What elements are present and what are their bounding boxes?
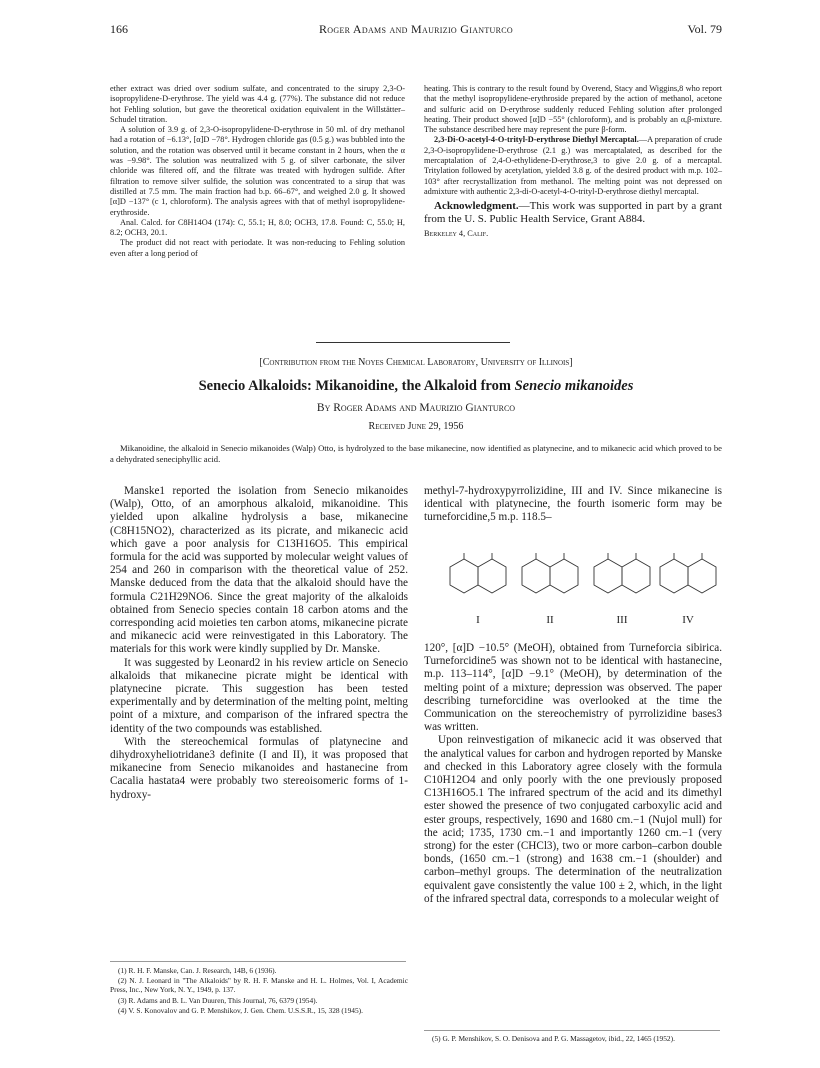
analysis-text: Anal. Calcd. for C8H14O4 (174): C, 55.1; H, 8.0; OCH3, 17.8. Found: C, 55.0; H, 8.2; OCH3, 20.1.	[110, 217, 405, 238]
structure-III	[594, 553, 650, 593]
section-paragraph	[424, 135, 722, 197]
paragraph: The product did not react with periodate. It was non-reducing to Fehling solution even after a long period of	[110, 238, 405, 258]
article-title-italic: Senecio mikanoides	[514, 378, 634, 394]
section-divider	[316, 342, 510, 343]
structure-label: I	[476, 614, 480, 626]
body-left-column	[110, 485, 408, 802]
paragraph: methyl-7-hydroxypyrrolizidine, III and IV. Since mikanecine is identical with platynecine, the fourth isomeric form may be turneforcidine,5 m.p. 118.5–	[424, 485, 722, 524]
paragraph: Manske1 reported the isolation from Senecio mikanoides (Walp), Otto, of an amorphous alkaloid, mikanoidine. This yielded upon alkaline hydrolysis a base, mikanecine (C8H15NO2), characterized as its picrate, and mikanecic acid which gave a poor analysis for C13H16O5. This empirical formula for the acid was supported by molecular weight values of 254 and 260 in comparison with the theoretical value of 252. Manske deduced from the data that the alkaloid should have the formula C21H29NO6. Since the great majority of the alkaloids obtained from Senecio species contain 18 carbon atoms and the corresponding acid moieties ten carbon atoms, mikanecine picrate and mikanecic acid were reinvestigated in this Laboratory. The materials for this work were kindly supplied by Dr. Manske.	[110, 485, 408, 656]
abstract-text: Mikanoidine, the alkaloid in Senecio mikanoides (Walp) Otto, is hydrolyzed to the base mikanecine, now identified as platynecine, and to mikanecic acid which proved to be a dehydrated seneciphyllic acid.	[110, 443, 722, 464]
section-heading: 2,3-Di-O-acetyl-4-O-trityl-D-erythrose Diethyl Mercaptal.	[434, 135, 639, 145]
article-title-main: Senecio Alkaloids: Mikanoidine, the Alkaloid from	[198, 378, 511, 394]
paragraph: It was suggested by Leonard2 in his review article on Senecio alkaloids that mikanecine picrate might be identical with platynecine picrate. This suggestion has been tested experimentally and by determination of the melting point, melting point of a mixture, and comparison of the infrared spectra the identity of the two compounds was established.	[110, 656, 408, 735]
acknowledgment	[424, 200, 722, 225]
paragraph: A solution of 3.9 g. of 2,3-O-isopropylidene-D-erythrose in 50 ml. of dry methanol had a rotation of −6.13°, [α]D −78°. Hydrogen chloride gas (0.5 g.) was bubbled into the solution, and the rotation was observed until it became constant in 2 hours, when the α was −9.98°. The solution was neutralized with 5 g. of silver carbonate, the silver chloride was filtered off, and the filtrate was treated with hydrogen sulfide. After filtration to remove silver sulfide, the solution was concentrated to a sirup that was distilled at 7.5 mm. The main fraction had b.p. 66–67°, and weighed 2.0 g. It showed [α]D −137° (c 1, chloroform). The analysis agrees with that of methyl isopropylidene-erythroside.	[110, 125, 405, 217]
body-right-column	[424, 485, 722, 525]
paragraph: 120°, [α]D −10.5° (MeOH), obtained from Turneforcia sibirica. Turneforcidine5 was shown not to be identical with hastanecine, m.p. 113–114°, [α]D −9.1° (MeOH), by determination of the melting point of a mixture; depression was observed. The paper describing turneforcidine was overlooked at the time the Communication on the stereochemistry of pyrrolizidine bases3 was written.	[424, 642, 722, 734]
section-body: —A preparation of crude 2,3-O-isopropylidene-D-erythrose (2.1 g.) was mercaptalated, as described for the mercaptalation of 2,4-O-ethylidene-D-erythrose,3 to give 2.0 g. of a mercaptal. Tritylation followed by acetylation, yielded 3.8 g. of the desired product with m.p. 102–103° after recrystallization from methanol. The melting point was not depressed on admixture with authentic 2,3-di-O-acetyl-4-O-trityl-D-erythrose diethyl mercaptal.	[424, 135, 722, 196]
acknowledgment-heading: Acknowledgment.	[434, 200, 519, 213]
paragraph: With the stereochemical formulas of platynecine and dihydroxyheliotridane3 definite (I and II), it was proposed that mikanecine from Senecio mikanoides and hastanecine from Cacalia hastata4 were probably two stereoisomeric forms of 1-hydroxy-	[110, 735, 408, 801]
running-header	[110, 22, 722, 40]
structure-label: II	[546, 614, 554, 626]
running-title: Roger Adams and Maurizio Gianturco	[319, 22, 513, 36]
footnote-rule	[110, 961, 406, 962]
contribution-line: [Contribution from the Noyes Chemical Laboratory, University of Illinois]	[259, 357, 573, 368]
body-right-column-continued	[424, 642, 722, 906]
footnote: (3) R. Adams and B. L. Van Duuren, This Journal, 76, 6379 (1954).	[118, 995, 318, 1005]
paragraph: ether extract was dried over sodium sulfate, and concentrated to the sirupy 2,3-O-isopropylidene-D-erythrose. The yield was 4.4 g. (77%). The substance did not reduce hot Fehling solution, but gave the theoretical oxidation equivalent in the Willstätter–Schudel titration.	[110, 84, 405, 124]
pyrrolizidine-structures	[424, 551, 724, 651]
structure-diagram	[424, 551, 724, 635]
structure-II	[522, 553, 578, 593]
paragraph: heating. This is contrary to the result found by Overend, Stacy and Wiggins,8 who report that the methyl isopropylidene-erythroside prepared by the action of methanol, acetone and sulfuric acid on D-erythrose suddenly reduced Fehling solution after prolonged heating. Their product showed [α]D −55° (chloroform), and is probably an α,β-mixture. The substance described here may represent the pure β-form.	[424, 84, 722, 135]
analysis-paragraph	[110, 218, 405, 239]
top-right-column	[424, 84, 722, 240]
article-title	[110, 378, 722, 395]
footnotes-left	[110, 966, 408, 1016]
footnote-rule	[424, 1030, 720, 1031]
footnotes-right	[424, 1034, 722, 1044]
top-left-column	[110, 84, 405, 259]
structure-label: IV	[682, 614, 694, 626]
paragraph: Upon reinvestigation of mikanecic acid it was observed that the analytical values for carbon and hydrogen reported by Manske and checked in this Laboratory agree closely with the formula C10H12O4 and only poorly with the one previously proposed C13H16O5.1 The infrared spectrum of the acid and its dimethyl ester showed the presence of two conjugated carboxylic acid and ester groups, respectively, 1690 and 1680 cm.−1 (Nujol mull) for the acid; 1735, 1730 cm.−1 and importantly 1260 cm.−1 (very strong) for the ester (CHCl3), two or more carbon–carbon double bonds, (1650 cm.−1 (strong) and 1638 cm.−1 (shoulder) and carbon–methyl groups. The determination of the neutralization equivalent gave consistently the value 100 ± 2, which, in the light of the infrared spectral data, corresponds to a molecular weight of	[424, 734, 722, 905]
page-number: 166	[110, 22, 128, 36]
received-date: Received June 29, 1956	[368, 421, 464, 432]
acknowledgment-body: —This work was supported in part by a grant from the U. S. Public Health Service, Grant A884.	[424, 200, 722, 225]
footnote: (4) V. S. Konovalov and G. P. Menshikov, J. Gen. Chem. U.S.S.R., 15, 328 (1945).	[118, 1005, 363, 1015]
footnote: (5) G. P. Menshikov, S. O. Denisova and P. G. Massagetov, ibid., 22, 1465 (1952).	[432, 1034, 675, 1043]
structure-label: III	[616, 614, 628, 626]
structure-IV	[660, 553, 716, 593]
volume-label: Vol. 79	[687, 22, 722, 36]
footnote: (1) R. H. F. Manske, Can. J. Research, 14B, 6 (1936).	[118, 966, 277, 975]
footnote: (2) N. J. Leonard in "The Alkaloids" by R. H. F. Manske and H. L. Holmes, Vol. I, Academic Press, Inc., New York, N. Y., 1949, p. 137.	[110, 976, 408, 995]
structure-I	[450, 553, 506, 593]
abstract	[110, 443, 722, 465]
byline: By Roger Adams and Maurizio Gianturco	[316, 402, 516, 414]
address: Berkeley 4, Calif.	[424, 229, 489, 239]
